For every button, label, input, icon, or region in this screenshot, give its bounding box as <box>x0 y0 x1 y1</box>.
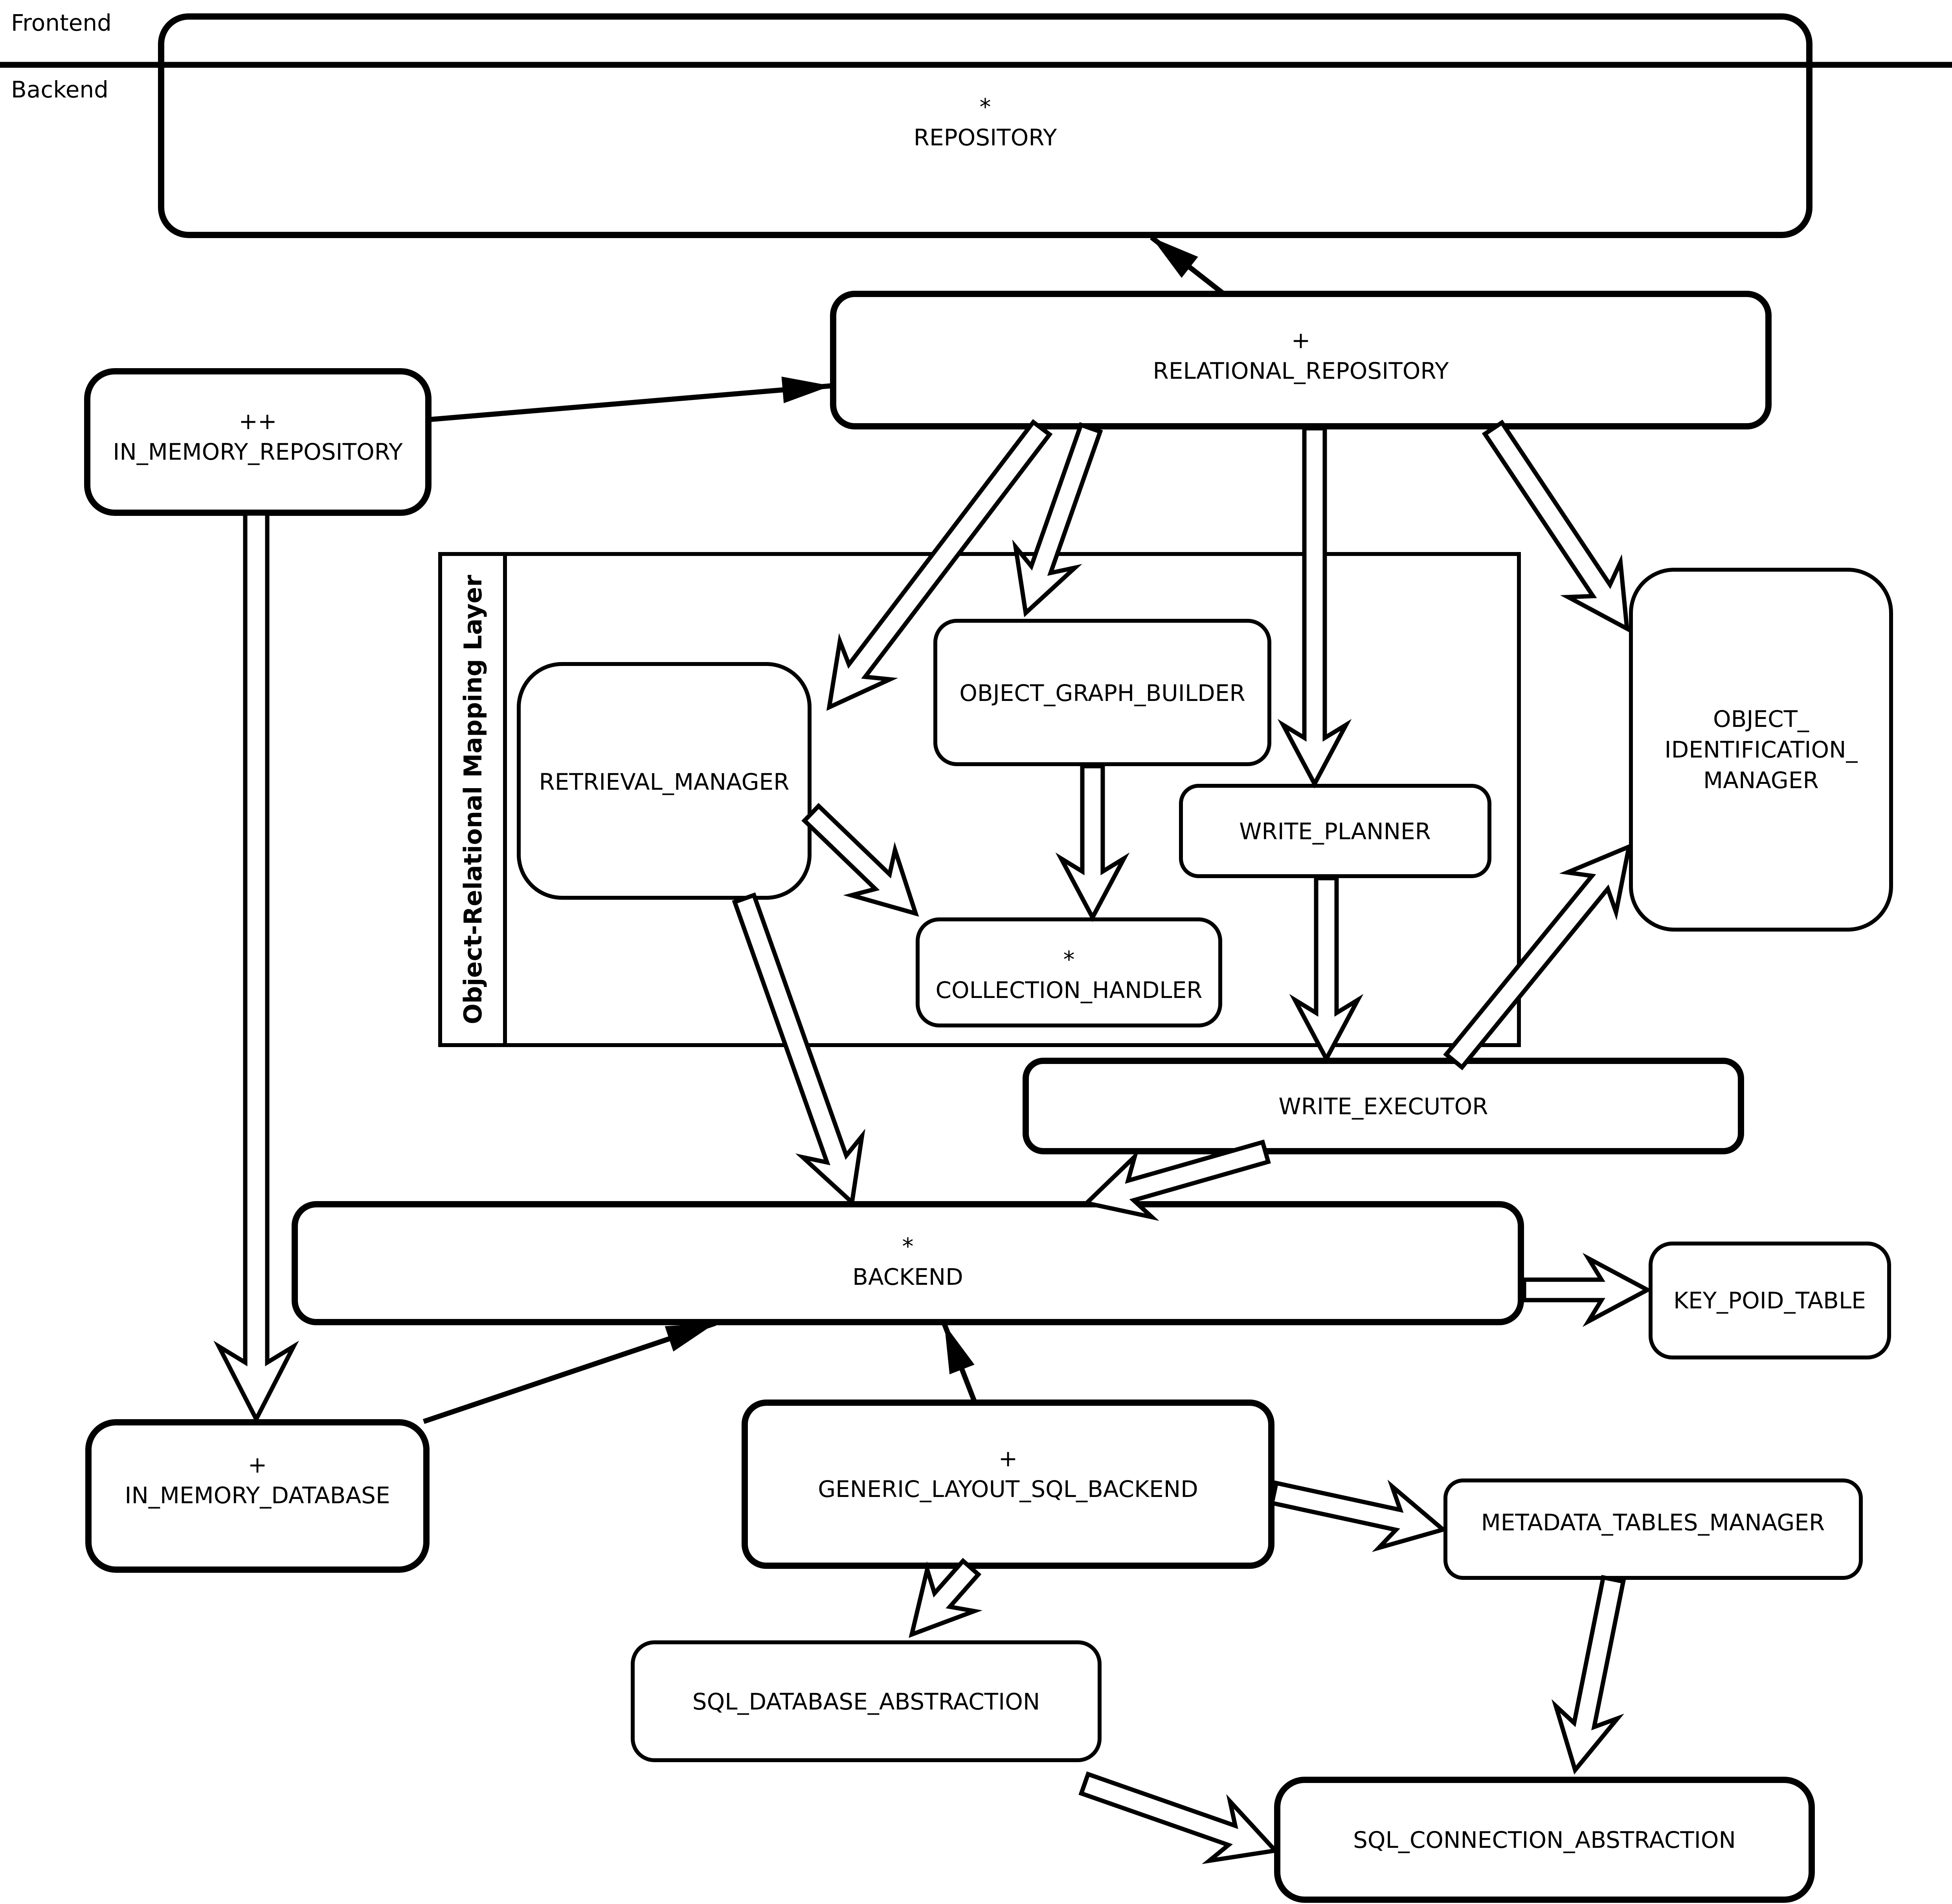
arrow-in-memory-repository-to-in-memory-database <box>219 514 294 1419</box>
backend-stereotype: * <box>902 1233 914 1260</box>
write-planner-label: WRITE_PLANNER <box>1239 818 1431 845</box>
in-memory-repository-label: IN_MEMORY_REPOSITORY <box>113 438 403 465</box>
object-identification-manager-label-line2: IDENTIFICATION_ <box>1664 736 1858 763</box>
key-poid-table-label: KEY_POID_TABLE <box>1673 1287 1866 1314</box>
in-memory-database-stereotype: + <box>248 1451 267 1478</box>
repository-stereotype: * <box>979 94 991 120</box>
arrow-metadata-tables-manager-to-sql-connection-abstraction <box>1556 1577 1623 1770</box>
edge-relational-repository-to-repository <box>1151 237 1224 294</box>
edge-in-memory-database-to-backend <box>424 1323 715 1422</box>
object-identification-manager-label-line3: MANAGER <box>1703 767 1819 794</box>
write-executor-label: WRITE_EXECUTOR <box>1278 1093 1488 1120</box>
node-backend <box>295 1204 1521 1322</box>
edge-generic-layout-sql-backend-to-backend <box>944 1324 975 1402</box>
arrow-generic-layout-sql-backend-to-metadata-tables-manager <box>1272 1483 1443 1548</box>
arrow-backend-to-key-poid-table <box>1524 1258 1647 1321</box>
lane-label-backend: Backend <box>11 76 109 103</box>
generic-layout-sql-backend-stereotype: + <box>998 1445 1018 1472</box>
in-memory-repository-stereotype: ++ <box>239 408 277 435</box>
collection-handler-stereotype: * <box>1063 946 1075 973</box>
edge-in-memory-repository-to-relational-repository <box>428 386 831 420</box>
sql-connection-abstraction-label: SQL_CONNECTION_ABSTRACTION <box>1353 1827 1736 1853</box>
metadata-tables-manager-label: METADATA_TABLES_MANAGER <box>1481 1509 1825 1536</box>
in-memory-database-label: IN_MEMORY_DATABASE <box>125 1482 390 1509</box>
sql-database-abstraction-label: SQL_DATABASE_ABSTRACTION <box>692 1688 1040 1715</box>
repository-label: REPOSITORY <box>913 124 1057 151</box>
generic-layout-sql-backend-label: GENERIC_LAYOUT_SQL_BACKEND <box>818 1476 1198 1502</box>
retrieval-manager-label: RETRIEVAL_MANAGER <box>539 769 790 795</box>
arrow-generic-layout-sql-backend-to-sql-database-abstraction <box>912 1561 979 1634</box>
object-identification-manager-label-line1: OBJECT_ <box>1713 706 1809 732</box>
collection-handler-label: COLLECTION_HANDLER <box>935 977 1203 1003</box>
relational-repository-label: RELATIONAL_REPOSITORY <box>1153 358 1449 384</box>
backend-label: BACKEND <box>852 1264 963 1290</box>
lane-label-frontend: Frontend <box>11 9 112 36</box>
object-graph-builder-label: OBJECT_GRAPH_BUILDER <box>959 680 1245 706</box>
relational-repository-stereotype: + <box>1291 327 1311 354</box>
orm-layer-label: Object-Relational Mapping Layer <box>459 575 487 1024</box>
arrow-sql-database-abstraction-to-sql-connection-abstraction <box>1081 1774 1275 1861</box>
